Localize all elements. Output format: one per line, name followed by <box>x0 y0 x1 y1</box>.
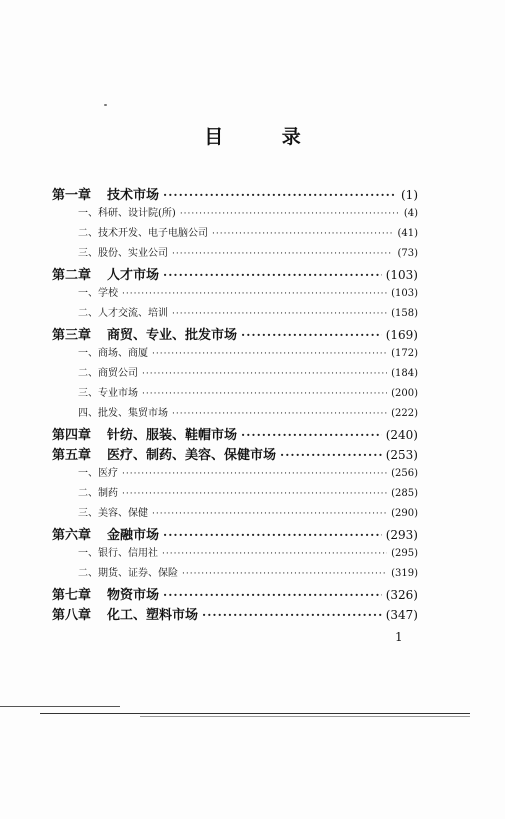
dot-leader <box>172 309 387 319</box>
page-reference: (319) <box>391 568 418 579</box>
section-title: 三、股份、实业公司 <box>78 248 168 259</box>
page-title: 目 录 <box>204 126 327 148</box>
dot-leader <box>182 569 387 579</box>
page-reference: (295) <box>391 548 418 559</box>
toc-section-entry <box>52 304 418 324</box>
page-reference: (240) <box>385 428 418 442</box>
toc-chapter-entry <box>52 184 418 204</box>
page-reference: (347) <box>385 608 418 622</box>
section-title: 三、美容、保健 <box>78 508 148 519</box>
dot-leader <box>202 608 382 622</box>
dot-leader <box>122 489 387 499</box>
page-reference: (4) <box>403 208 418 219</box>
toc-section-entry <box>52 224 418 244</box>
toc-section-entry <box>52 404 418 424</box>
page-reference: (184) <box>391 368 418 379</box>
page-reference: (169) <box>385 328 418 342</box>
scan-edge-line <box>140 716 470 717</box>
page-reference: (222) <box>391 408 418 419</box>
chapter-title: 针纺、服装、鞋帽市场 <box>107 428 238 443</box>
section-title: 四、批发、集贸市场 <box>78 408 168 419</box>
page-reference: (256) <box>391 468 418 479</box>
page-reference: (253) <box>385 448 418 462</box>
toc-chapter-entry <box>52 604 418 624</box>
page-reference: (73) <box>397 248 418 259</box>
dot-leader <box>163 268 382 282</box>
section-title: 三、专业市场 <box>78 388 138 399</box>
toc-chapter-entry <box>52 524 418 544</box>
dot-leader <box>162 549 387 559</box>
toc-section-entry <box>52 284 418 304</box>
chapter-title: 人才市场 <box>107 268 160 283</box>
page-reference: (326) <box>385 588 418 602</box>
dot-leader <box>142 389 387 399</box>
page-reference: (103) <box>385 268 418 282</box>
toc-section-entry <box>52 384 418 404</box>
chapter-title: 化工、塑料市场 <box>107 608 199 623</box>
section-title: 一、学校 <box>78 288 118 299</box>
chapter-number: 第五章 <box>52 448 92 463</box>
section-title: 二、期货、证券、保险 <box>78 568 178 579</box>
dot-leader <box>142 369 387 379</box>
scan-speck <box>104 104 107 106</box>
chapter-number: 第七章 <box>52 588 92 603</box>
dot-leader <box>172 409 387 419</box>
toc-section-entry <box>52 244 418 264</box>
toc-chapter-entry <box>52 324 418 344</box>
toc-chapter-entry <box>52 444 418 464</box>
chapter-number: 第四章 <box>52 428 92 443</box>
dot-leader <box>122 469 387 479</box>
toc-section-entry <box>52 464 418 484</box>
scan-edge-line <box>0 706 120 707</box>
dot-leader <box>122 289 387 299</box>
chapter-number: 第一章 <box>52 188 92 203</box>
dot-leader <box>212 229 393 239</box>
chapter-number: 第六章 <box>52 528 92 543</box>
dot-leader <box>163 188 397 202</box>
toc-section-entry <box>52 504 418 524</box>
page-number: 1 <box>395 630 403 644</box>
page-reference: (200) <box>391 388 418 399</box>
toc-section-entry <box>52 564 418 584</box>
dot-leader <box>241 328 382 342</box>
toc-section-entry <box>52 544 418 564</box>
section-title: 一、医疗 <box>78 468 118 479</box>
chapter-title: 医疗、制药、美容、保健市场 <box>107 448 277 463</box>
dot-leader <box>280 448 382 462</box>
toc-chapter-entry <box>52 424 418 444</box>
page-reference: (285) <box>391 488 418 499</box>
toc-section-entry <box>52 344 418 364</box>
chapter-number: 第八章 <box>52 608 92 623</box>
dot-leader <box>163 588 382 602</box>
dot-leader <box>241 428 382 442</box>
toc-chapter-entry <box>52 264 418 284</box>
dot-leader <box>180 209 400 219</box>
section-title: 一、科研、设计院(所) <box>78 208 176 219</box>
section-title: 一、商场、商厦 <box>78 348 148 359</box>
page-reference: (158) <box>391 308 418 319</box>
chapter-number: 第二章 <box>52 268 92 283</box>
section-title: 一、银行、信用社 <box>78 548 158 559</box>
toc-section-entry <box>52 204 418 224</box>
dot-leader <box>152 349 387 359</box>
section-title: 二、制药 <box>78 488 118 499</box>
page-reference: (103) <box>391 288 418 299</box>
page-reference: (172) <box>391 348 418 359</box>
section-title: 二、商贸公司 <box>78 368 138 379</box>
dot-leader <box>152 509 387 519</box>
toc-section-entry <box>52 484 418 504</box>
chapter-title: 商贸、专业、批发市场 <box>107 328 238 343</box>
section-title: 二、技术开发、电子电脑公司 <box>78 228 208 239</box>
chapter-number: 第三章 <box>52 328 92 343</box>
chapter-title: 物资市场 <box>107 588 160 603</box>
toc-chapter-entry <box>52 584 418 604</box>
chapter-title: 金融市场 <box>107 528 160 543</box>
toc-section-entry <box>52 364 418 384</box>
scan-edge-line <box>40 713 470 714</box>
page-reference: (41) <box>397 228 418 239</box>
section-title: 二、人才交流、培训 <box>78 308 168 319</box>
chapter-title: 技术市场 <box>107 188 160 203</box>
page-reference: (1) <box>401 188 418 202</box>
dot-leader <box>163 528 382 542</box>
dot-leader <box>172 249 393 259</box>
table-of-contents <box>52 184 418 624</box>
page-reference: (293) <box>385 528 418 542</box>
page-reference: (290) <box>391 508 418 519</box>
